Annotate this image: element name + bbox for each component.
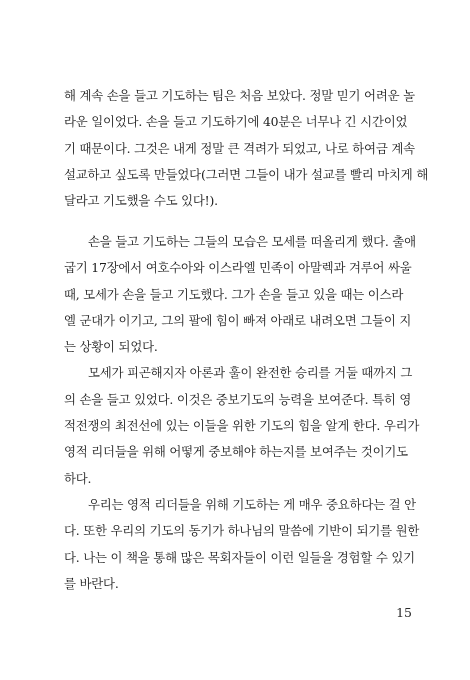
text-line: 해 계속 손을 들고 기도하는 팀은 처음 보았다. 정말 믿기 어려운 놀 <box>64 88 415 103</box>
text-line: 때, 모세가 손을 들고 기도했다. 그가 손을 들고 있을 때는 이스라 <box>64 286 404 302</box>
text-line: 다. 나는 이 책을 통해 많은 목회자들이 이런 일들을 경험할 수 있기 <box>64 549 415 565</box>
text-line: 엘 군대가 이기고, 그의 팔에 힘이 빠져 아래로 내려오면 그들이 지 <box>64 312 412 328</box>
text-line: 라운 일이었다. 손을 들고 기도하기에 40분은 너무나 긴 시간이었 <box>64 114 408 130</box>
page-number: 15 <box>396 605 412 620</box>
text-line: 를 바란다. <box>64 575 119 591</box>
text-line: 모세가 피곤해지자 아론과 훌이 완전한 승리를 거둘 때까지 그 <box>88 365 413 381</box>
text-line: 기 때문이다. 그것은 내게 정말 큰 격려가 되었고, 나로 하여금 계속 <box>64 140 415 156</box>
body-paragraphs <box>64 229 420 597</box>
text-line: 영적 리더들을 위해 어떻게 중보해야 하는지를 보여주는 것이기도 <box>64 444 408 460</box>
text-line: 는 상황이 되었다. <box>64 339 158 355</box>
text-line: 손을 들고 기도하는 그들의 모습은 모세를 떠올리게 했다. 출애 <box>88 234 416 249</box>
text-line: 의 손을 들고 있었다. 이것은 중보기도의 능력을 보여준다. 특히 영 <box>64 391 412 407</box>
text-line: 달라고 기도했을 수도 있다!). <box>64 193 218 209</box>
text-line: 적전쟁의 최전선에 있는 이들을 위한 기도의 힘을 알게 한다. 우리가 <box>64 418 420 434</box>
text-line: 하다. <box>64 470 92 486</box>
text-line: 설교하고 싶도록 만들었다(그러면 그들이 내가 설교를 빨리 마치게 해 <box>64 166 429 182</box>
text-line: 굽기 17장에서 여호수아와 이스라엘 민족이 아말렉과 겨루어 싸울 <box>64 260 412 276</box>
text-line: 우리는 영적 리더들을 위해 기도하는 게 매우 중요하다는 걸 안 <box>88 496 416 512</box>
text-line: 다. 또한 우리의 기도의 동기가 하나님의 말씀에 기반이 되기를 원한 <box>64 523 420 539</box>
paragraph-continued <box>64 83 429 214</box>
